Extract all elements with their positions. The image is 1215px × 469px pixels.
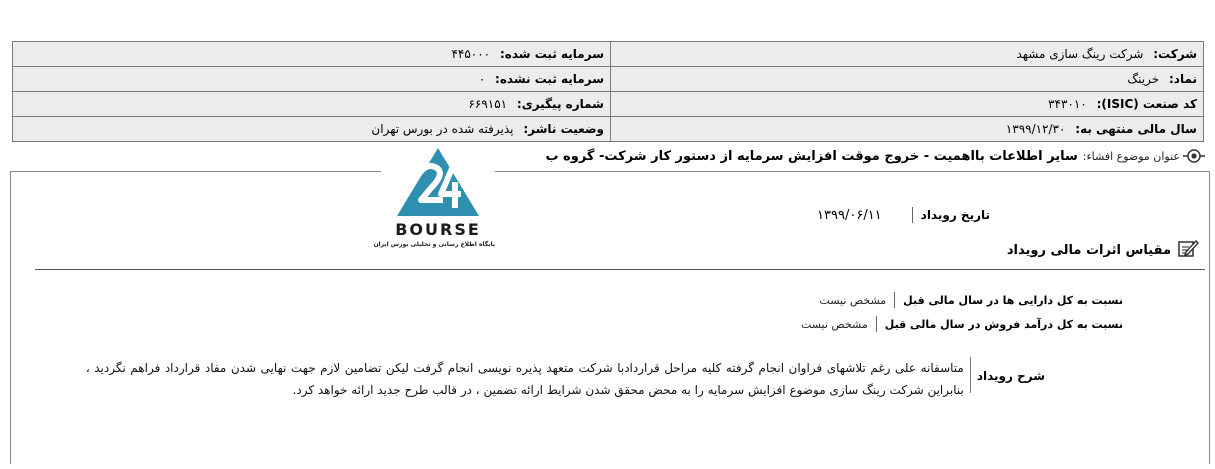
separator (970, 357, 971, 393)
event-date-label: تاریخ رویداد (920, 208, 990, 222)
tracking-number-label: شماره پیگیری: (516, 97, 604, 111)
symbol-value: خرینگ (1127, 72, 1160, 86)
isic-value: ۳۴۳۰۱۰ (1048, 97, 1087, 111)
fiscal-year-cell (611, 117, 1204, 142)
ratio-row-sales (801, 316, 1123, 332)
event-date-value: ۱۳۹۹/۰۶/۱۱ (817, 207, 882, 223)
info-row (13, 67, 1204, 92)
symbol-cell (611, 67, 1204, 92)
financial-impact-title: مقیاس اثرات مالی رویداد (1006, 242, 1171, 258)
subject-caption: عنوان موضوع افشاء: (1082, 149, 1180, 163)
event-date-row (817, 207, 990, 223)
financial-impact-header (1007, 238, 1199, 262)
ratio-label: نسبت به کل دارایی ها در سال مالی قبل (903, 293, 1123, 307)
bourse-logo (373, 144, 495, 262)
tracking-number-cell (13, 92, 611, 117)
separator (894, 292, 895, 308)
subject-title: سایر اطلاعات بااهمیت - خروج موقت افزایش سرمایه از دستور کار شرکت- گروه ب (545, 148, 1078, 164)
company-value: شرکت رینگ سازی مشهد (1016, 47, 1144, 61)
event-description-text: متاسفانه علی رغم تلاشهای فراوان انجام گرفته کلیه مراحل قراردادبا شرکت متعهد پذیره نویسی انجام گرفت لیکن تضامین لازم جهت نهایی شدن مفاد قرارداد فراهم نگردید ، بنابراین شرکت رینگ سازی موضوع افزایش سرمایه را به محض محقق شدن شرایط ارائه تضمین ، در قالب طرح جدید ارائه خواهد کرد. (85, 361, 964, 397)
isic-cell (611, 92, 1204, 117)
bourse-emblem-icon (381, 144, 495, 220)
target-bullet-icon (1185, 146, 1205, 166)
isic-label: کد صنعت (ISIC): (1096, 97, 1197, 111)
info-row (13, 117, 1204, 142)
symbol-label: نماد: (1168, 72, 1197, 86)
registered-capital-value: ۴۴۵۰۰۰ (451, 47, 491, 61)
fiscal-year-label: سال مالی منتهی به: (1075, 122, 1197, 136)
separator (912, 207, 913, 223)
edit-note-icon (1177, 238, 1199, 262)
ratio-value: مشخص نیست (819, 293, 887, 307)
tracking-number-value: ۶۶۹۱۵۱ (468, 97, 508, 111)
unregistered-capital-value: ۰ (478, 72, 486, 86)
event-description-label: شرح رویداد (976, 369, 1045, 383)
fiscal-year-value: ۱۳۹۹/۱۲/۳۰ (1005, 122, 1066, 136)
publisher-status-cell (13, 117, 611, 142)
company-cell (611, 42, 1204, 67)
ratio-label: نسبت به کل درآمد فروش در سال مالی قبل (884, 317, 1123, 331)
disclosure-subject (545, 146, 1205, 166)
company-label: شرکت: (1153, 47, 1197, 61)
divider (35, 269, 1205, 270)
unregistered-capital-label: سرمایه ثبت نشده: (495, 72, 604, 86)
info-row (13, 92, 1204, 117)
registered-capital-cell (13, 42, 611, 67)
publisher-status-label: وضعیت ناشر: (523, 122, 604, 136)
ratio-value: مشخص نیست (800, 317, 868, 331)
publisher-status-value: پذیرفته شده در بورس تهران (371, 122, 514, 136)
ratio-row-assets (819, 292, 1123, 308)
registered-capital-label: سرمایه ثبت شده: (499, 47, 604, 61)
event-description-row (86, 357, 1045, 401)
logo-subtitle: پایگاه اطلاع رسانی و تحلیلی بورس ایران (373, 241, 495, 248)
logo-wordmark: BOURSE (395, 220, 481, 239)
info-row (13, 42, 1204, 67)
unregistered-capital-cell (13, 67, 611, 92)
company-info-table (12, 41, 1204, 142)
separator (876, 316, 877, 332)
